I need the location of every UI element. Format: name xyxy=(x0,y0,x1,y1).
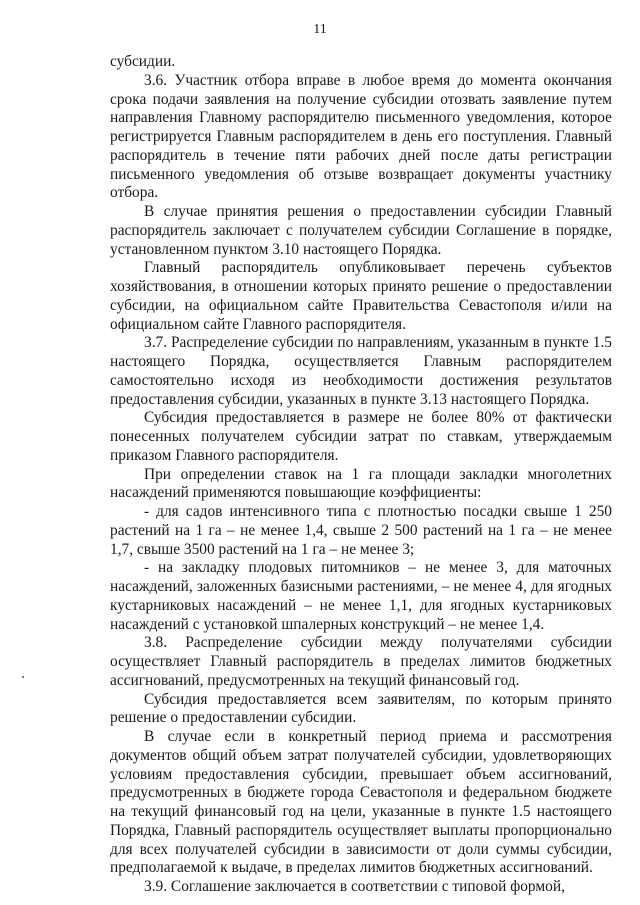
paragraph-proportional: В случае если в конкретный период приема и рассмотрения документов общий объем затрат получателей субсидии, удовлетворяющих условиям предоставления субсидии, превышает объем ассигнований, предусмотренных в бюджете города Севастополя и федеральном бюджете на текущий финансовый год на цели, указанные в пункте 1.5 настоящего Порядка, Главный распорядитель осуществляет выплаты пропорционально для всех получателей субсидии в зависимости от доли суммы субсидии, предполагаемой к выдаче, в пределах лимитов бюджетных ассигнований. xyxy=(110,728,612,877)
paragraph-continuation: субсидии. xyxy=(110,53,176,70)
list-item-nurseries: - на закладку плодовых питомников – не менее 3, для маточных насаждений, заложенных базисными растениями, – не менее 4, для ягодных кустарниковых насаждений – не менее 1,1, для ягодных кустарниковых насаждений с установкой шпалерных конструкций – не менее 1,4. xyxy=(110,559,612,633)
document-body xyxy=(110,53,612,897)
paragraph-publication: Главный распорядитель опубликовывает перечень субъектов хозяйствования, в отношении которых принято решение о предоставлении субсидии, на официальном сайте Правительства Севастополя и/или на официальном сайте Главного распорядителя. xyxy=(110,259,612,333)
paragraph-3-7: 3.7. Распределение субсидии по направлениям, указанным в пункте 1.5 настоящего Порядка, осуществляется Главным распорядителем самостоятельно исходя из необходимости достижения результатов предоставления субсидии, указанных в пункте 3.13 настоящего Порядка. xyxy=(110,334,612,408)
page-number: 11 xyxy=(313,22,327,37)
margin-dot xyxy=(22,676,24,678)
paragraph-3-8: 3.8. Распределение субсидии между получателями субсидии осуществляет Главный распорядитель в пределах лимитов бюджетных ассигнований, предусмотренных на текущий финансовый год. xyxy=(110,634,612,689)
paragraph-subsidy-size: Субсидия предоставляется в размере не более 80% от фактически понесенных получателем субсидии затрат по ставкам, утверждаемым приказом Главного распорядителя. xyxy=(110,409,612,464)
paragraph-3-9: 3.9. Соглашение заключается в соответствии с типовой формой, xyxy=(144,878,565,895)
paragraph-agreement: В случае принятия решения о предоставлении субсидии Главный распорядитель заключает с получателем субсидии Соглашение в порядке, установленном пунктом 3.10 настоящего Порядка. xyxy=(110,203,612,258)
list-item-gardens: - для садов интенсивного типа с плотностью посадки свыше 1 250 растений на 1 га – не менее 1,4, свыше 2 500 растений на 1 га – не менее 1,7, свыше 3500 растений на 1 га – не менее 3; xyxy=(110,503,612,558)
paragraph-3-6: 3.6. Участник отбора вправе в любое время до момента окончания срока подачи заявления на получение субсидии отозвать заявление путем направления Главному распорядителю письменного уведомления, которое регистрируется Главным распорядителем в день его поступления. Главный распорядитель в течение пяти рабочих дней после даты регистрации письменного уведомления об отзыве возвращает документы участнику отбора. xyxy=(110,71,612,202)
paragraph-coefficients: При определении ставок на 1 га площади закладки многолетних насаждений применяются повышающие коэффициенты: xyxy=(110,465,612,502)
paragraph-all-applicants: Субсидия предоставляется всем заявителям, по которым принято решение о предоставлении субсидии. xyxy=(110,690,612,727)
